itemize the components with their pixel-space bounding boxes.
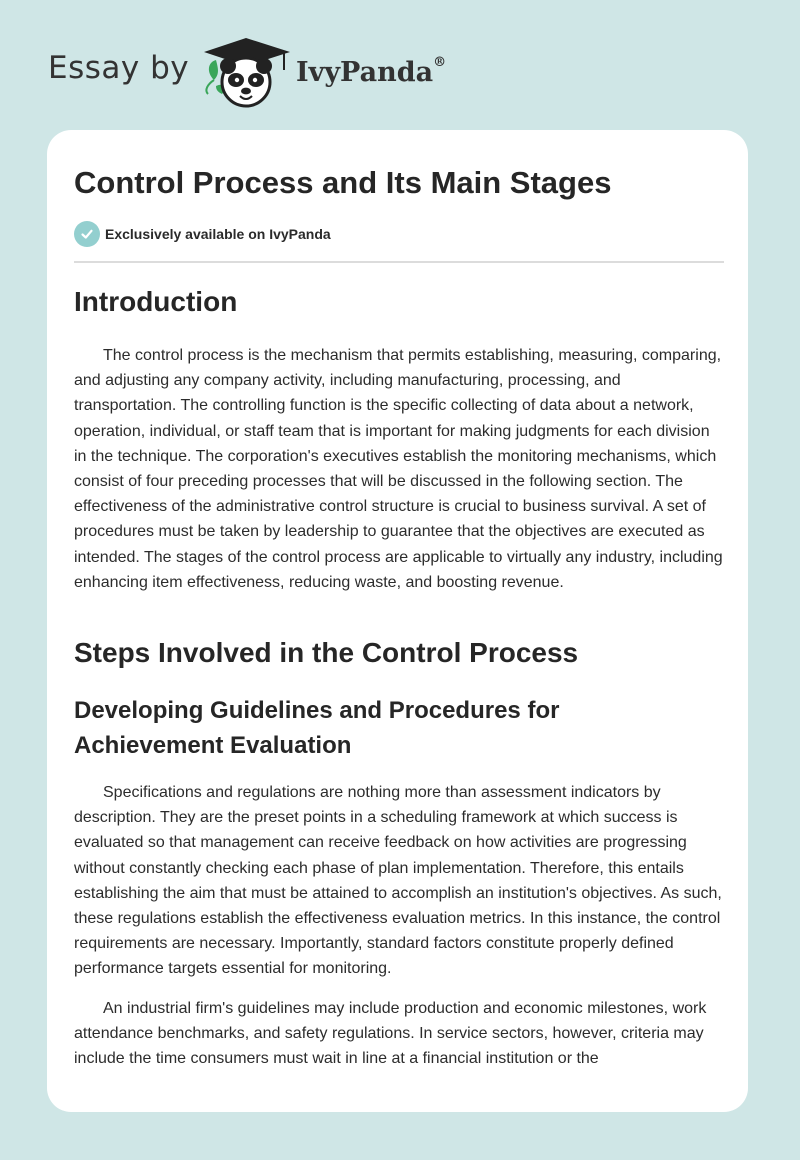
article-card (47, 130, 748, 1112)
panda-logo-icon[interactable] (200, 36, 295, 108)
section-heading-steps: Steps Involved in the Control Process (74, 637, 579, 668)
check-circle-icon (74, 221, 100, 247)
section-heading-introduction: Introduction (74, 286, 238, 317)
exclusive-badge (74, 221, 331, 247)
site-header (0, 0, 800, 130)
essay-by-label: Essay by (48, 50, 190, 86)
paragraph: The control process is the mechanism that permits establishing, measuring, comparing, and adjusting any company activity, including manufacturing, processing, and transportation. The controlling function is the specific collecting of data about a network, operation, individual, or staff team that is important for making judgments for each division in the technique. The corporation's executives establish the monitoring mechanisms, which consist of four preceding processes that will be discussed in the following section. The effectiveness of the administrative control structure is crucial to business survival. A set of procedures must be taken by leadership to guarantee that the objectives are executed as intended. The stages of the control process are applicable to virtually any industry, including enhancing item effectiveness, reducing waste, and boosting revenue. (74, 347, 723, 591)
divider (74, 261, 724, 263)
article-title: Control Process and Its Main Stages (74, 165, 612, 200)
brand-name-text: IvyPanda (296, 57, 434, 88)
subsection-heading: Developing Guidelines and Procedures for Achievement Evaluation (74, 697, 560, 759)
paragraph: Specifications and regulations are nothing more than assessment indicators by description. They are the preset points in a scheduling framework at which success is evaluated so that management can receive feedback on how activities are progressing without constantly checking each phase of plan implementation. Therefore, this entails establishing the aim that must be attained to accomplish an institution's objectives. As such, these regulations establish the effectiveness evaluation metrics. In this instance, the control requirements are necessary. Importantly, standard factors constitute properly defined performance targets essential for monitoring. (74, 784, 722, 978)
exclusive-badge-text: Exclusively available on IvyPanda (105, 226, 331, 242)
registered-mark: ® (433, 55, 447, 70)
paragraph: An industrial firm's guidelines may include production and economic milestones, work attendance benchmarks, and safety regulations. In service sectors, however, criteria may include the time consumers must wait in line at a financial institution or the (74, 1000, 707, 1068)
brand-name[interactable] (296, 57, 446, 88)
